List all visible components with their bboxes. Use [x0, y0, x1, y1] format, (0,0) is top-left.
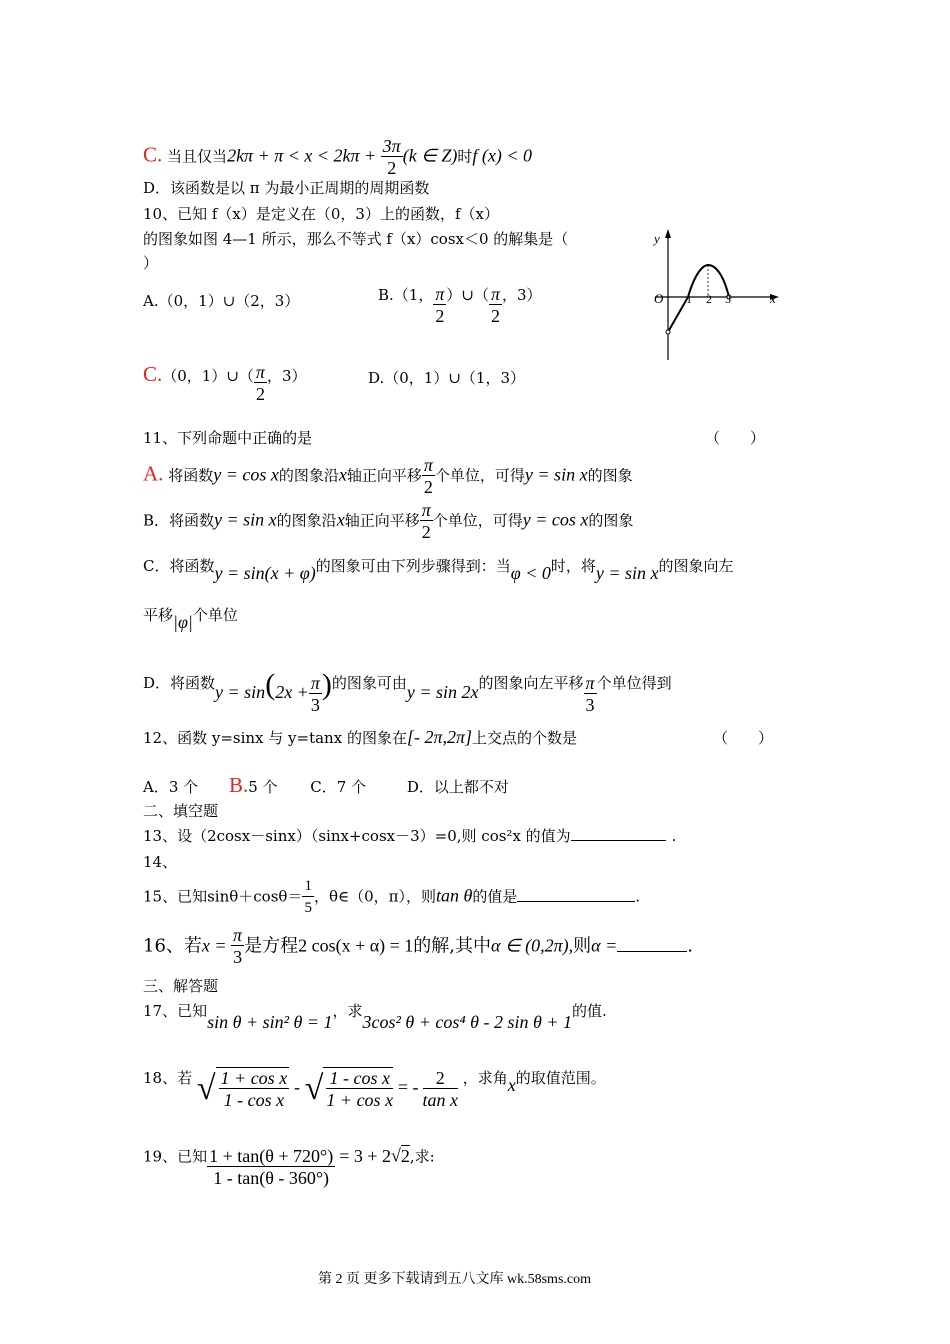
- graph-y-arrow: [665, 229, 671, 238]
- q10-option-b: B.（1， $\frac{\pi}{2}$ ）∪（ $\frac{\pi}{2}$ ，3）: [378, 284, 542, 326]
- q16: 16、若x = $\frac{\pi}{3}$ 是方程2 cos(x + α) = 1的解,其中α ∈ (0,2π),则α = .: [143, 925, 694, 967]
- q11-paren: （ ）: [705, 429, 766, 447]
- q11-option-b: B．将函数y = sin x的图象沿x轴正向平移 $\frac{\pi}{2}$ 个单位，可得y = cos x的图象: [143, 500, 634, 542]
- q9-option-c-math-a: 2kπ + π < x < 2kπ +: [227, 145, 381, 166]
- graph-tick-1: 1: [686, 292, 692, 306]
- q11-option-d: D．将函数y = sin(2x + $\frac{\pi}{3}$ )的图象可由y = sin 2x的图象向左平移 $\frac{\pi}{3}$ 个单位得到: [143, 668, 672, 715]
- q12-interval: [- 2π,2π]: [406, 727, 472, 747]
- q13: 13、设（2cosx－sinx）（sinx+cosx－3）=0,则 cos²x 的值为 .: [143, 827, 677, 845]
- q9-option-c-frac: $\frac{3\pi}{2}$: [382, 136, 401, 178]
- q9-option-d: D．该函数是以 π 为最小正周期的周期函数: [143, 179, 430, 197]
- q12-options: A．3 个 B.5 个 C．7 个 D．以上都不对: [143, 773, 509, 797]
- q10-line1: 10、已知 f（x）是定义在（0，3）上的函数，f（x）: [143, 205, 499, 223]
- q17: 17、已知sin θ + sin² θ = 1，求3cos² θ + cos⁴ θ - 2 sin θ + 1的值.: [143, 1002, 607, 1032]
- q11-option-c: C．将函数y = sin(x + φ)的图象可由下列步骤得到：当φ < 0时，将y = sin x的图象向左: [143, 557, 734, 583]
- q19: 19、已知 $\frac{1 + \tan(\theta + 720^\circ)}{1 - \tan(\theta - 360^\circ)}$ = 3 + 2√2,求:: [143, 1145, 435, 1188]
- graph-x-label: x: [770, 291, 776, 306]
- q9-option-c-label: C.: [143, 142, 163, 167]
- q18: 18、若 √ $\frac{\text{1 + cos x}}{\text{1 - cos x}}$ - √ $\frac{\text{1 - cos x}}{\text{1 + cos x}}$ = - $\frac{2}{\text{tan x}}$ ，求角x的取值范围。: [143, 1067, 606, 1110]
- graph-origin-label: O: [654, 291, 664, 306]
- graph-curve: [668, 265, 729, 332]
- q10-option-c: C.（0，1）∪（ $\frac{\pi}{2}$ ，3）: [143, 362, 307, 404]
- q9-option-c-text: 当且仅当: [167, 147, 228, 166]
- section-answer: 三、解答题: [143, 977, 219, 995]
- q10-option-a: A.（0，1）∪（2，3）: [143, 292, 300, 310]
- q9-option-c-math-c: f (x) < 0: [472, 145, 533, 166]
- q9-option-c-math-b: (k ∈ Z): [402, 145, 458, 166]
- q10-line2: 的图象如图 4—1 所示，那么不等式 f（x）cosx＜0 的解集是（: [143, 230, 569, 248]
- q10-line3: ）: [143, 254, 159, 272]
- graph-tick-2: 2: [706, 292, 712, 306]
- q11-option-c-line2: 平移|φ|个单位: [143, 606, 238, 632]
- q10-option-d: D.（0，1）∪（1，3）: [368, 369, 526, 387]
- q9-option-c-mid: 时: [457, 147, 473, 166]
- q15: 15、已知sinθ＋cosθ＝ $\frac{1}{5}$ ，θ∈（0，π），则tan θ的值是 .: [143, 878, 641, 916]
- page-footer: 第 2 页 更多下载请到五八文库 wk.58sms.com: [318, 1272, 591, 1287]
- q12-paren: （ ）: [713, 729, 774, 747]
- section-fill-blank: 二、填空题: [143, 802, 219, 820]
- q12-stem: 12、函数 y=sinx 与 y=tanx 的图象在[- 2π,2π]上交点的个数是: [143, 727, 578, 747]
- q10-graph: [645, 225, 785, 365]
- graph-y-label: y: [654, 231, 660, 246]
- q11-option-a: A. 将函数y = cos x的图象沿x轴正向平移 $\frac{\pi}{2}$ 个单位，可得y = sin x的图象: [143, 455, 633, 497]
- q9-option-c: [143, 136, 532, 179]
- q11-stem: 11、下列命题中正确的是: [143, 429, 313, 447]
- q14: 14、: [143, 853, 178, 871]
- graph-tick-3: 3: [725, 292, 731, 306]
